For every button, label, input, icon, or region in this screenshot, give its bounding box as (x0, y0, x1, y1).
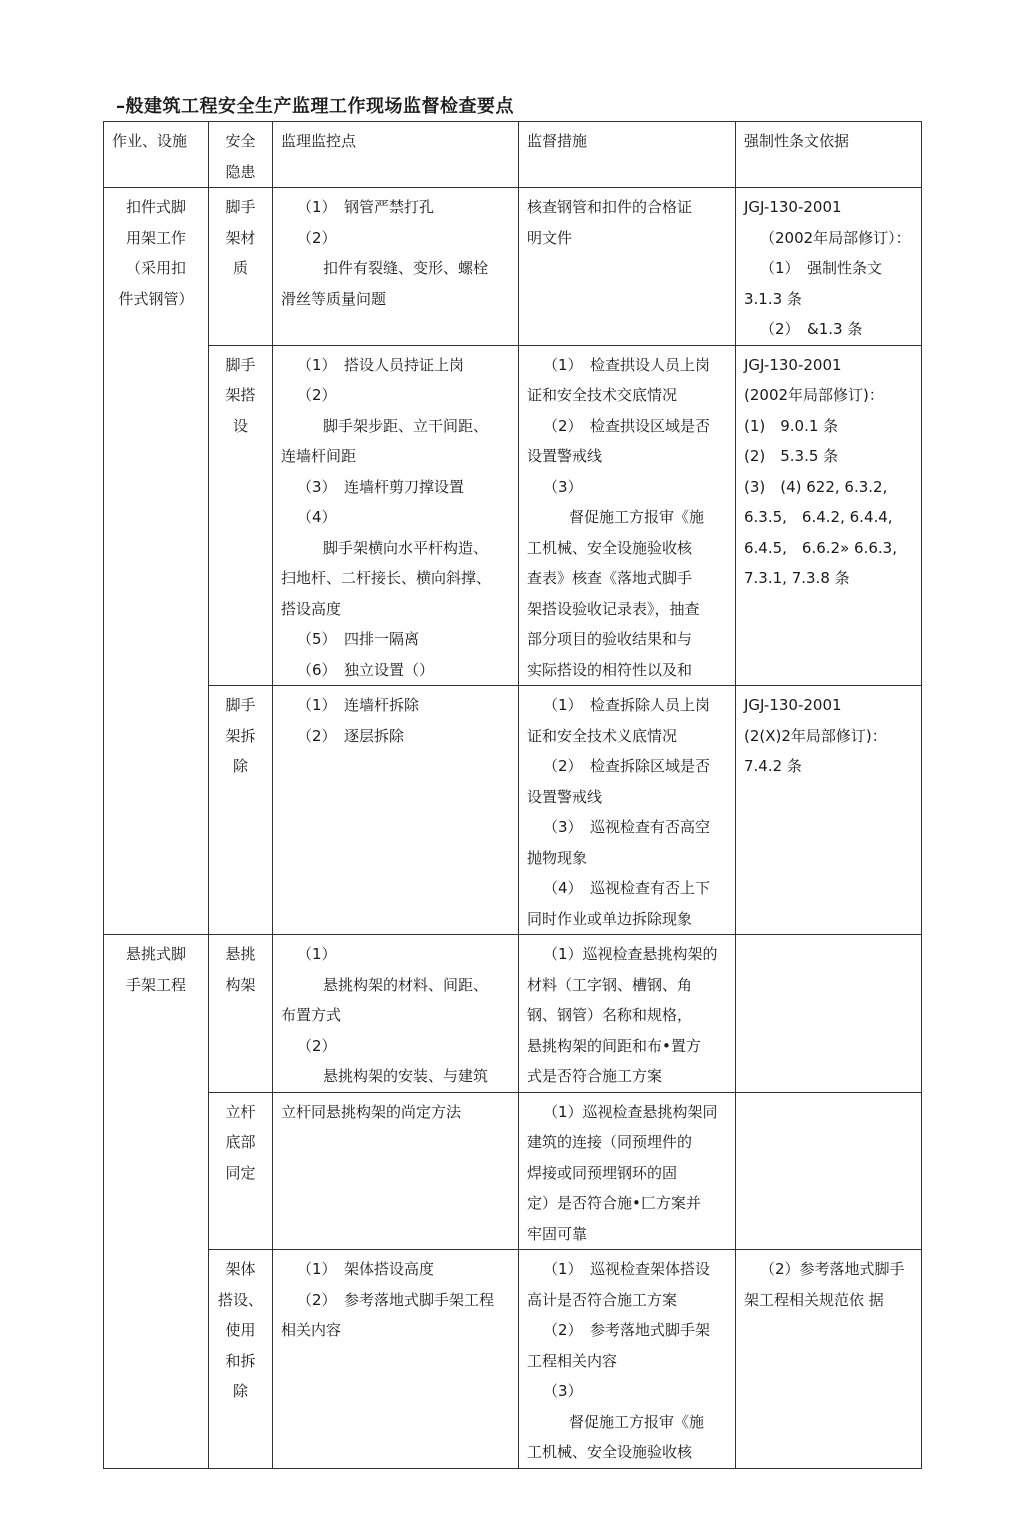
measure-line: （1） 巡视检查架体搭设 (543, 1260, 711, 1278)
point-line: （2） 逐层拆除 (297, 726, 405, 745)
basis-line: （2）参考落地式脚手 (760, 1260, 905, 1278)
hazard-line: 除 (232, 757, 248, 775)
point-line: 连墙杆间距 (281, 447, 357, 465)
point-line: （1） 搭设人员持证上岗 (297, 355, 465, 374)
point-line: 布置方式 (281, 1006, 342, 1024)
measure-line: （1）巡视检查悬挑构架的 (543, 945, 718, 963)
point-line: 滑丝等质量问题 (281, 289, 387, 308)
hazard-line: 悬挑 (225, 945, 256, 963)
page-title: –般建筑工程安全生产监理工作现场监督检查要点 (116, 96, 514, 117)
hazard-line: 使用 (225, 1321, 256, 1339)
basis-cell (736, 935, 922, 1093)
basis-line: (1) 9.0.1 条 (744, 416, 839, 435)
hazard-line: 质 (232, 259, 248, 277)
point-line: （2） (297, 1036, 337, 1055)
header-text: 监理监控点 (281, 132, 357, 150)
hazard-line: 脚手 (225, 198, 256, 216)
control-points-cell (273, 1250, 519, 1469)
measure-line: 证和安全技术交底情况 (527, 386, 678, 404)
point-line: 扣件有裂缝、变形、螺栓 (323, 259, 489, 277)
measure-line: 架搭设验收记录表》，抽查 (527, 599, 700, 618)
basis-cell (736, 686, 922, 935)
header-hazard (209, 122, 273, 188)
basis-cell (736, 188, 922, 346)
point-line: 立杆同悬挑构架的尚定方法 (281, 1102, 462, 1121)
work-category-cell (104, 188, 209, 935)
header-text: 隐患 (225, 162, 256, 181)
measure-line: （3） 巡视检查有否高空 (543, 818, 711, 836)
control-points-cell (273, 1092, 519, 1250)
point-line: （1） (297, 945, 337, 963)
basis-line: 架工程相关规范依 据 (744, 1290, 884, 1309)
table-row (104, 345, 922, 686)
header-basis (736, 122, 922, 188)
basis-line: 3.1.3 条 (744, 289, 802, 308)
table-row (104, 686, 922, 935)
hazard-cell (209, 345, 273, 686)
hazard-cell (209, 935, 273, 1093)
basis-line: （1） 强制性条文 (760, 259, 883, 277)
hazard-line: 脚手 (225, 355, 256, 374)
header-text: 作业、设施 (112, 132, 188, 150)
control-points-cell (273, 345, 519, 686)
basis-cell (736, 1092, 922, 1250)
point-line: （2） 参考落地式脚手架工程 (297, 1290, 495, 1309)
control-points-cell (273, 935, 519, 1093)
table-row (104, 1250, 922, 1469)
measure-line: 设置警戒线 (527, 447, 603, 465)
measures-cell (519, 188, 736, 346)
measure-line: 材料（工字钢、槽钢、角 (527, 975, 693, 994)
hazard-line: 架搭 (225, 386, 256, 404)
measure-line: 证和安全技术义底情况 (527, 726, 678, 745)
header-row (104, 122, 922, 188)
measure-line: 高计是否符合施工方案 (527, 1290, 678, 1309)
measure-line: 查表》核查《落地式脚手 (527, 569, 693, 587)
measure-line: 部分项目的验收结果和与 (527, 630, 693, 648)
basis-cell (736, 1250, 922, 1469)
measure-line: （2） 检查拆除区域是否 (543, 757, 711, 775)
measure-line: （1） 检查拱设人员上岗 (543, 355, 711, 374)
hazard-cell (209, 686, 273, 935)
basis-line: 7.3.1, 7.3.8 条 (744, 569, 850, 587)
point-line: 相关内容 (281, 1321, 342, 1339)
measures-cell (519, 1092, 736, 1250)
control-points-cell (273, 188, 519, 346)
table-row (104, 935, 922, 1093)
measure-line: 焊接或同预埋钢环的固 (527, 1163, 678, 1182)
category-line: 件式钢管） (118, 289, 194, 308)
basis-line: (2) 5.3.5 条 (744, 447, 839, 465)
header-measures (519, 122, 736, 188)
point-line: （1） 连墙杆拆除 (297, 696, 420, 714)
hazard-line: 架拆 (225, 726, 256, 745)
measure-line: 悬挑构架的间距和布•置方 (527, 1036, 701, 1055)
basis-line: 7.4.2 条 (744, 757, 802, 775)
measure-line: 工程相关内容 (527, 1351, 618, 1370)
measure-line: （3） (543, 477, 583, 496)
table-row (104, 1092, 922, 1250)
measure-line: 督促施工方报审《施 (569, 508, 705, 526)
hazard-cell (209, 188, 273, 346)
measure-line: 钢、钢管）名称和规格， (527, 1006, 693, 1024)
hazard-line: 底部 (225, 1133, 256, 1151)
basis-line: JGJ-130-2001 (744, 198, 842, 216)
basis-cell (736, 345, 922, 686)
hazard-line: 设 (232, 416, 248, 435)
measures-cell (519, 686, 736, 935)
hazard-line: 搭设、 (217, 1290, 263, 1309)
measure-line: 核查钢管和扣件的合格证 (527, 198, 693, 216)
point-line: 扫地杆、二杆接长、横向斜撑、 (281, 569, 492, 587)
point-line: （1） 架体搭设高度 (297, 1260, 435, 1278)
hazard-line: 架材 (225, 228, 256, 247)
category-line: 用架工作 (125, 228, 186, 247)
point-line: 悬挑构架的安装、与建筑 (323, 1067, 489, 1085)
measure-line: （1） 检查拆除人员上岗 (543, 696, 711, 714)
basis-line: 6.3.5, 6.4.2, 6.4.4, (744, 508, 893, 526)
category-line: （采用扣 (125, 259, 186, 277)
hazard-line: 和拆 (225, 1351, 256, 1370)
measure-line: 工机械、安全设施验收核 (527, 538, 693, 557)
point-line: （2） (297, 228, 337, 247)
measure-line: 定）是否符合施•匚方案并 (527, 1194, 701, 1212)
measure-line: （1）巡视检查悬挑构架同 (543, 1102, 718, 1121)
measure-line: 实际搭设的相符性以及和 (527, 660, 693, 679)
measures-cell (519, 935, 736, 1093)
basis-line: （2002年局部修订）： (760, 228, 911, 247)
measure-line: 督促施工方报审《施 (569, 1412, 705, 1431)
hazard-line: 架体 (225, 1260, 256, 1278)
header-text: 监督措施 (527, 132, 588, 150)
category-line: 悬挑式脚 (125, 945, 186, 963)
measures-cell (519, 345, 736, 686)
basis-line: (2(X)2年局部修订)： (744, 726, 887, 745)
hazard-line: 脚手 (225, 696, 256, 714)
point-line: （3） 连墙杆剪刀撑设置 (297, 477, 465, 496)
inspection-table (103, 121, 922, 1469)
measure-line: （2） 参考落地式脚手架 (543, 1321, 711, 1339)
measure-line: 同时作业或单边拆除现象 (527, 909, 693, 928)
measure-line: 牢固可靠 (527, 1224, 588, 1243)
table-row (104, 188, 922, 346)
category-line: 手架工程 (125, 975, 186, 994)
work-category-cell (104, 935, 209, 1469)
hazard-line: 构架 (225, 975, 256, 994)
basis-line: JGJ-130-2001 (744, 355, 842, 374)
measure-line: 工机械、安全设施验收核 (527, 1443, 693, 1461)
category-line: 扣件式脚 (125, 198, 186, 216)
header-text: 强制性条文依据 (744, 132, 850, 150)
point-line: （4） (297, 508, 337, 526)
measure-line: 抛物现象 (527, 848, 588, 867)
header-text: 安全 (225, 132, 256, 150)
basis-line: (3) (4) 622, 6.3.2, (744, 477, 888, 496)
measure-line: 建筑的连接（同预埋件的 (527, 1133, 693, 1151)
point-line: 脚手架步距、立干间距、 (323, 416, 489, 435)
point-line: （2） (297, 386, 337, 404)
point-line: 搭设高度 (281, 599, 342, 618)
measure-line: 明文件 (527, 228, 573, 247)
point-line: （5） 四排一隔离 (297, 630, 420, 648)
header-work-facility (104, 122, 209, 188)
basis-line: JGJ-130-2001 (744, 696, 842, 714)
hazard-line: 同定 (225, 1163, 256, 1182)
header-control-points (273, 122, 519, 188)
hazard-cell (209, 1092, 273, 1250)
point-line: 脚手架横向水平杆构造、 (323, 538, 489, 557)
measures-cell (519, 1250, 736, 1469)
measure-line: 式是否符合施工方案 (527, 1067, 663, 1085)
hazard-line: 立杆 (225, 1102, 256, 1121)
measure-line: （4） 巡视检查有否上下 (543, 879, 711, 897)
hazard-cell (209, 1250, 273, 1469)
measure-line: 设置警戒线 (527, 787, 603, 806)
basis-line: （2） &1.3 条 (760, 320, 863, 338)
measure-line: （3） (543, 1382, 583, 1400)
basis-line: (2002年局部修订)： (744, 386, 884, 404)
hazard-line: 除 (232, 1382, 248, 1400)
point-line: （6） 独立设置（） (297, 660, 435, 679)
measure-line: （2） 检查拱设区域是否 (543, 416, 711, 435)
point-line: 悬挑构架的材料、间距、 (323, 975, 489, 994)
basis-line: 6.4.5, 6.6.2» 6.6.3, (744, 538, 897, 557)
control-points-cell (273, 686, 519, 935)
point-line: （1） 钢管严禁打孔 (297, 198, 435, 216)
